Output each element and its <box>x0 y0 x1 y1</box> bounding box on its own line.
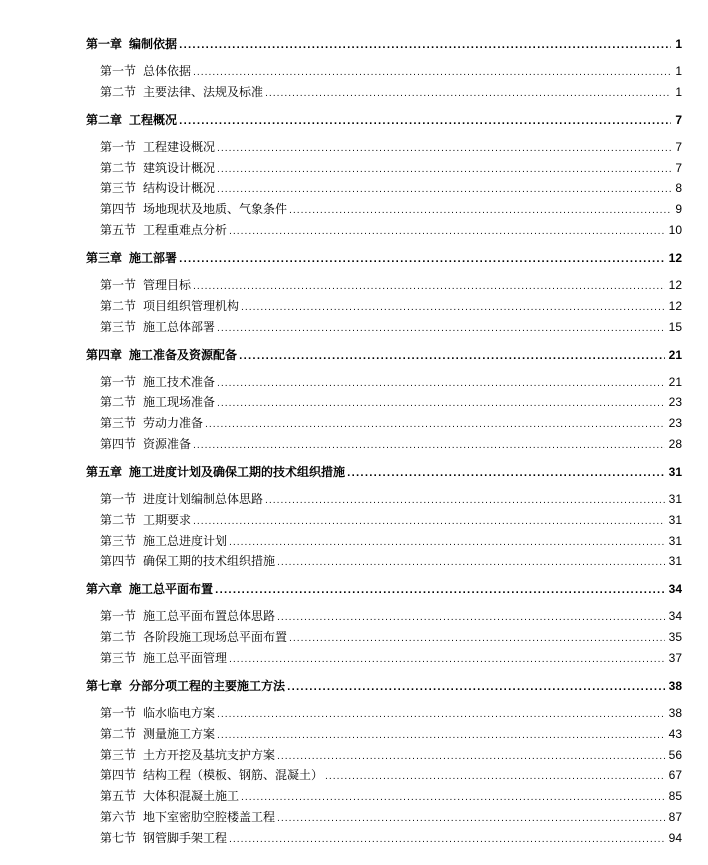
toc-chapter-entry[interactable] <box>86 464 682 482</box>
toc-entry-title: 劳动力准备 <box>143 416 204 431</box>
toc-page-number: 56 <box>668 747 682 762</box>
toc-entry-number: 第四节 <box>100 202 137 217</box>
toc-section-entry[interactable] <box>100 277 682 295</box>
toc-section-entry[interactable] <box>100 201 682 219</box>
toc-page-number: 7 <box>675 139 682 154</box>
toc-section-entry[interactable] <box>100 491 682 509</box>
toc-entry-number: 第二节 <box>100 160 137 175</box>
toc-section-entry[interactable] <box>100 63 682 81</box>
toc-page-number: 21 <box>668 347 682 362</box>
dot-leader <box>193 279 665 295</box>
toc-page-number: 37 <box>668 651 682 665</box>
dot-leader <box>179 252 665 268</box>
dot-leader <box>241 790 665 806</box>
toc-entry-title: 管理目标 <box>143 278 192 292</box>
toc-entry-title: 施工总平面布置 <box>129 582 214 597</box>
dot-leader <box>229 224 665 240</box>
toc-page-number: 10 <box>668 223 682 237</box>
toc-page-number: 15 <box>668 319 682 334</box>
toc-page-number: 23 <box>668 395 682 410</box>
toc-section-entry[interactable] <box>100 705 682 723</box>
toc-entry-title: 测量施工方案 <box>143 726 216 741</box>
toc-entry-number: 第四章 <box>86 347 123 362</box>
toc-chapter-entry[interactable] <box>86 250 682 268</box>
toc-section-entry[interactable] <box>100 394 682 412</box>
toc-chapter-entry[interactable] <box>86 347 682 365</box>
toc-entry-number: 第一节 <box>100 492 137 506</box>
toc-page-number: 85 <box>668 789 682 804</box>
toc-entry-number: 第一节 <box>100 609 137 624</box>
dot-leader <box>205 417 665 433</box>
toc-entry-number: 第三节 <box>100 651 137 665</box>
toc-entry-title: 总体依据 <box>143 64 192 78</box>
toc-entry-title: 确保工期的技术组织措施 <box>143 554 276 569</box>
toc-entry-number: 第三节 <box>100 533 137 548</box>
toc-section-entry[interactable] <box>100 650 682 668</box>
dot-leader <box>217 162 671 178</box>
toc-page-number: 31 <box>668 512 682 527</box>
toc-chapter-entry[interactable] <box>86 36 682 54</box>
toc-page-number: 34 <box>668 609 682 624</box>
toc-entry-title: 项目组织管理机构 <box>143 298 240 313</box>
toc-section-entry[interactable] <box>100 747 682 765</box>
dot-leader <box>193 65 671 81</box>
toc-section-entry[interactable] <box>100 809 682 827</box>
dot-leader <box>217 321 665 337</box>
toc-entry-number: 第一节 <box>100 139 137 154</box>
toc-entry-title: 施工总体部署 <box>143 319 216 334</box>
toc-entry-title: 工程建设概况 <box>143 139 216 154</box>
toc-page-number: 31 <box>668 554 682 569</box>
toc-page-number: 38 <box>668 706 682 720</box>
toc-page-number: 67 <box>668 768 682 783</box>
dot-leader <box>265 493 665 509</box>
toc-entry-number: 第二节 <box>100 395 137 410</box>
toc-entry-title: 施工总平面管理 <box>143 651 228 665</box>
dot-leader <box>265 86 671 102</box>
toc-entry-title: 编制依据 <box>129 37 178 51</box>
toc-entry-number: 第一节 <box>100 64 137 78</box>
toc-entry-title: 大体积混凝土施工 <box>143 789 240 804</box>
toc-entry-number: 第四节 <box>100 437 137 451</box>
dot-leader <box>325 769 665 785</box>
dot-leader <box>287 680 665 696</box>
dot-leader <box>217 396 665 412</box>
toc-entry-number: 第二节 <box>100 726 137 741</box>
toc-page-number: 31 <box>668 465 682 479</box>
dot-leader <box>215 583 665 599</box>
dot-leader <box>289 631 665 647</box>
toc-entry-title: 临水临电方案 <box>143 706 216 720</box>
dot-leader <box>193 514 665 530</box>
toc-entry-number: 第二节 <box>100 298 137 313</box>
toc-entry-title: 资源准备 <box>143 437 192 451</box>
dot-leader <box>217 376 665 392</box>
toc-entry-title: 施工总进度计划 <box>143 533 228 548</box>
dot-leader <box>277 749 665 765</box>
toc-entry-number: 第五节 <box>100 789 137 804</box>
toc-section-entry[interactable] <box>100 788 682 806</box>
toc-page-number: 8 <box>675 181 682 196</box>
toc-entry-number: 第二章 <box>86 112 123 127</box>
toc-chapter-entry[interactable] <box>86 112 682 130</box>
toc-entry-number: 第六章 <box>86 582 123 597</box>
dot-leader <box>277 555 665 571</box>
toc-entry-title: 进度计划编制总体思路 <box>143 492 264 506</box>
toc-entry-title: 施工现场准备 <box>143 395 216 410</box>
toc-entry-title: 分部分项工程的主要施工方法 <box>129 679 286 693</box>
toc-entry-title: 施工总平面布置总体思路 <box>143 609 276 624</box>
dot-leader <box>179 38 671 54</box>
dot-leader <box>179 114 671 130</box>
toc-entry-title: 地下室密肋空腔楼盖工程 <box>143 810 276 824</box>
toc-entry-number: 第一章 <box>86 37 123 51</box>
toc-chapter-entry[interactable] <box>86 581 682 599</box>
toc-entry-number: 第三节 <box>100 319 137 334</box>
dot-leader <box>289 203 671 219</box>
toc-page-number: 34 <box>668 582 682 597</box>
toc-section-entry[interactable] <box>100 160 682 178</box>
toc-page-number: 12 <box>668 251 682 265</box>
toc-section-entry[interactable] <box>100 830 682 848</box>
toc-section-entry[interactable] <box>100 436 682 454</box>
toc-section-entry[interactable] <box>100 222 682 240</box>
toc-entry-title: 各阶段施工现场总平面布置 <box>143 630 288 645</box>
toc-section-entry[interactable] <box>100 139 682 157</box>
toc-entry-number: 第一节 <box>100 278 137 292</box>
toc-entry-title: 施工进度计划及确保工期的技术组织措施 <box>129 465 346 479</box>
toc-section-entry[interactable] <box>100 533 682 551</box>
dot-leader <box>217 728 665 744</box>
toc-entry-number: 第五节 <box>100 223 137 237</box>
toc-entry-title: 结构设计概况 <box>143 181 216 196</box>
toc-entry-title: 工程重难点分析 <box>143 223 228 237</box>
toc-entry-number: 第二节 <box>100 84 137 99</box>
toc-section-entry[interactable] <box>100 629 682 647</box>
toc-section-entry[interactable] <box>100 608 682 626</box>
dot-leader <box>217 707 665 723</box>
toc-page-number: 7 <box>675 160 682 175</box>
dot-leader <box>229 652 665 668</box>
toc-page-number: 28 <box>668 437 682 451</box>
toc-entry-number: 第七节 <box>100 830 137 845</box>
toc-section-entry[interactable] <box>100 767 682 785</box>
toc-page-number: 12 <box>668 278 682 292</box>
toc-entry-number: 第三节 <box>100 747 137 762</box>
toc-entry-title: 施工部署 <box>129 251 178 265</box>
toc-section-entry[interactable] <box>100 180 682 198</box>
toc-entry-title: 结构工程（模板、钢筋、混凝土） <box>143 768 324 783</box>
toc-entry-title: 施工技术准备 <box>143 374 216 389</box>
toc-entry-title: 建筑设计概况 <box>143 160 216 175</box>
toc-page-number: 31 <box>668 492 682 506</box>
toc-section-entry[interactable] <box>100 84 682 102</box>
dot-leader <box>217 141 671 157</box>
toc-page-number: 31 <box>668 533 682 548</box>
toc-entry-title: 土方开挖及基坑支护方案 <box>143 747 276 762</box>
toc-page-number: 43 <box>668 726 682 741</box>
toc-entry-number: 第三节 <box>100 181 137 196</box>
dot-leader <box>217 182 671 198</box>
toc-entry-title: 场地现状及地质、气象条件 <box>143 202 288 217</box>
dot-leader <box>277 610 665 626</box>
dot-leader <box>277 811 665 827</box>
toc-entry-number: 第三章 <box>86 251 123 265</box>
toc-entry-number: 第三节 <box>100 416 137 431</box>
toc-chapter-entry[interactable] <box>86 678 682 696</box>
dot-leader <box>193 438 665 454</box>
toc-section-entry[interactable] <box>100 726 682 744</box>
toc-page-number: 9 <box>675 202 682 217</box>
toc-entry-number: 第二节 <box>100 630 137 645</box>
dot-leader <box>229 832 665 848</box>
toc-entry-number: 第四节 <box>100 768 137 783</box>
toc-page-number: 87 <box>668 810 682 824</box>
toc-page-number: 38 <box>668 679 682 693</box>
toc-section-entry[interactable] <box>100 512 682 530</box>
toc-entry-number: 第五章 <box>86 465 123 479</box>
toc-page-number: 23 <box>668 416 682 431</box>
toc-page-number: 1 <box>675 37 682 51</box>
toc-entry-number: 第一节 <box>100 374 137 389</box>
toc-section-entry[interactable] <box>100 553 682 571</box>
dot-leader <box>241 300 665 316</box>
toc-section-entry[interactable] <box>100 298 682 316</box>
dot-leader <box>347 466 665 482</box>
toc-entry-title: 工期要求 <box>143 512 192 527</box>
toc-page-number: 94 <box>668 830 682 845</box>
toc-page-number: 12 <box>668 298 682 313</box>
toc-entry-title: 钢管脚手架工程 <box>143 830 228 845</box>
toc-page-number: 35 <box>668 630 682 645</box>
toc-page-number: 7 <box>675 112 682 127</box>
toc-entry-number: 第一节 <box>100 706 137 720</box>
toc-section-entry[interactable] <box>100 319 682 337</box>
toc-entry-number: 第二节 <box>100 512 137 527</box>
dot-leader <box>239 349 665 365</box>
toc-page-number: 1 <box>675 84 682 99</box>
toc-entry-title: 主要法律、法规及标准 <box>143 84 264 99</box>
toc-page-number: 21 <box>668 374 682 389</box>
dot-leader <box>229 535 665 551</box>
toc-page-number: 1 <box>675 64 682 78</box>
toc-section-entry[interactable] <box>100 374 682 392</box>
toc-entry-title: 施工准备及资源配备 <box>129 347 238 362</box>
toc-section-entry[interactable] <box>100 415 682 433</box>
toc-entry-number: 第六节 <box>100 810 137 824</box>
toc-entry-number: 第七章 <box>86 679 123 693</box>
toc-entry-title: 工程概况 <box>129 112 178 127</box>
toc-entry-number: 第四节 <box>100 554 137 569</box>
